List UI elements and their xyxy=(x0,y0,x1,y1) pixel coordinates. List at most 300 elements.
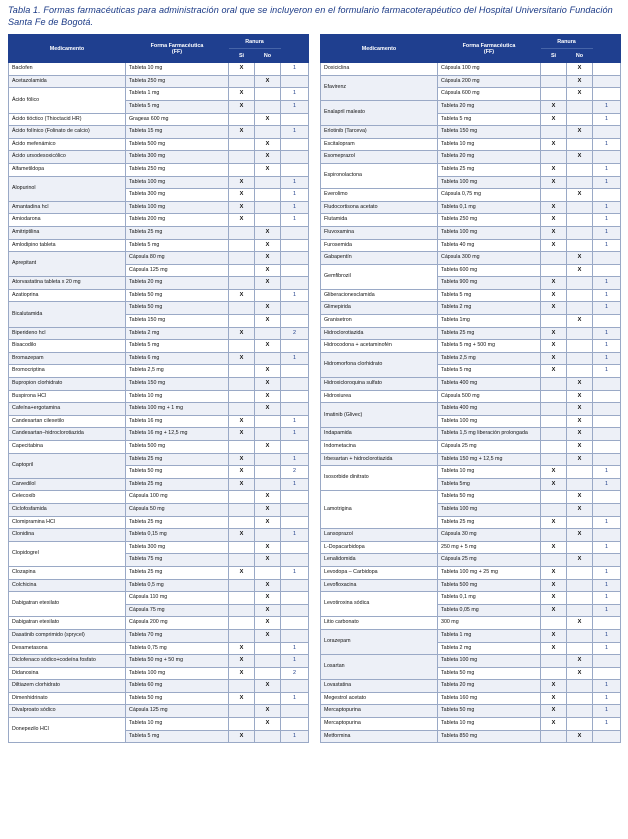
cell-ranura-si xyxy=(541,252,567,265)
cell-ranura-si xyxy=(229,163,255,176)
col-header-ranura: Ranura xyxy=(541,35,593,49)
cell-count: 1 xyxy=(593,340,621,353)
table-row xyxy=(9,529,309,542)
table-row xyxy=(321,151,621,164)
cell-ranura-si xyxy=(229,541,255,554)
cell-ranura-si: X xyxy=(541,592,567,605)
cell-forma-farmaceutica: Tableta 20 mg xyxy=(438,100,541,113)
cell-forma-farmaceutica: Tableta 25 mg xyxy=(438,163,541,176)
cell-medicamento: Bisacodilo xyxy=(9,340,126,353)
table-row xyxy=(9,680,309,693)
cell-count xyxy=(593,441,621,454)
cell-count xyxy=(281,403,309,416)
cell-ranura-si xyxy=(541,390,567,403)
cell-ranura-no: X xyxy=(567,529,593,542)
cell-ranura-no xyxy=(567,478,593,491)
cell-forma-farmaceutica: Cápsula 100 mg xyxy=(438,63,541,76)
cell-count: 1 xyxy=(281,201,309,214)
cell-medicamento: Capecitabina xyxy=(9,441,126,454)
table-row xyxy=(321,327,621,340)
cell-ranura-si xyxy=(229,441,255,454)
cell-count xyxy=(593,390,621,403)
cell-count: 1 xyxy=(593,214,621,227)
cell-medicamento: Fludocortisona acetato xyxy=(321,201,438,214)
cell-ranura-no xyxy=(255,453,281,466)
cell-ranura-si: X xyxy=(541,226,567,239)
cell-ranura-no xyxy=(567,604,593,617)
cell-ranura-no: X xyxy=(567,378,593,391)
cell-count xyxy=(593,63,621,76)
cell-count xyxy=(593,264,621,277)
cell-ranura-si: X xyxy=(541,138,567,151)
cell-ranura-si: X xyxy=(229,655,255,668)
table-row xyxy=(9,642,309,655)
cell-forma-farmaceutica: Tableta 0,1 mg xyxy=(438,201,541,214)
cell-forma-farmaceutica: Tableta 50 mg xyxy=(126,302,229,315)
cell-count: 1 xyxy=(593,277,621,290)
cell-count xyxy=(593,730,621,743)
cell-forma-farmaceutica: Tableta 50 mg xyxy=(438,705,541,718)
cell-ranura-si xyxy=(541,503,567,516)
table-row xyxy=(321,592,621,605)
cell-forma-farmaceutica: Tableta 10 mg xyxy=(438,138,541,151)
cell-forma-farmaceutica: Tableta 70 mg xyxy=(126,629,229,642)
cell-forma-farmaceutica: Tableta 300 mg xyxy=(126,541,229,554)
table-row xyxy=(321,718,621,731)
cell-forma-farmaceutica: Tableta 100 mg xyxy=(438,655,541,668)
cell-ranura-si: X xyxy=(541,352,567,365)
cell-count xyxy=(281,226,309,239)
cell-ranura-no: X xyxy=(567,264,593,277)
cell-ranura-no xyxy=(567,327,593,340)
cell-medicamento: Baclofen xyxy=(9,63,126,76)
cell-ranura-no xyxy=(255,428,281,441)
cell-ranura-no xyxy=(255,730,281,743)
cell-ranura-no: X xyxy=(567,730,593,743)
cell-ranura-no xyxy=(567,214,593,227)
cell-ranura-si: X xyxy=(541,365,567,378)
cell-ranura-no xyxy=(255,88,281,101)
cell-ranura-si: X xyxy=(229,63,255,76)
cell-count xyxy=(281,579,309,592)
table-row xyxy=(9,541,309,554)
cell-medicamento: Captopril xyxy=(9,453,126,478)
cell-ranura-no xyxy=(255,214,281,227)
cell-ranura-si: X xyxy=(229,352,255,365)
table-row xyxy=(9,655,309,668)
cell-forma-farmaceutica: Tableta 100 mg xyxy=(126,176,229,189)
cell-forma-farmaceutica: Tableta 5 mg + 500 mg xyxy=(438,340,541,353)
table-row xyxy=(321,629,621,642)
cell-medicamento: Megestrol acetato xyxy=(321,692,438,705)
cell-ranura-no xyxy=(567,692,593,705)
cell-forma-farmaceutica: Tableta 50 mg xyxy=(126,692,229,705)
cell-ranura-si: X xyxy=(541,692,567,705)
cell-ranura-no: X xyxy=(255,151,281,164)
cell-medicamento: Flutamida xyxy=(321,214,438,227)
cell-ranura-si xyxy=(229,604,255,617)
cell-count: 2 xyxy=(281,667,309,680)
cell-count xyxy=(593,428,621,441)
table-row xyxy=(9,252,309,265)
cell-medicamento: Espironolactona xyxy=(321,163,438,188)
cell-count xyxy=(281,592,309,605)
cell-count xyxy=(593,126,621,139)
cell-forma-farmaceutica: Tableta 5 mg xyxy=(126,340,229,353)
cell-forma-farmaceutica: Cápsula 30 mg xyxy=(438,529,541,542)
cell-ranura-si xyxy=(229,718,255,731)
cell-forma-farmaceutica: Tableta 0,5 mg xyxy=(126,579,229,592)
cell-medicamento: Diclofenaco sódico+codeína fosfato xyxy=(9,655,126,668)
cell-medicamento: Mercaptopurina xyxy=(321,705,438,718)
cell-ranura-no: X xyxy=(567,415,593,428)
table-row xyxy=(9,705,309,718)
cell-medicamento: Efavirenz xyxy=(321,75,438,100)
cell-ranura-no xyxy=(255,352,281,365)
cell-ranura-si: X xyxy=(229,667,255,680)
cell-count xyxy=(593,415,621,428)
table-row xyxy=(321,302,621,315)
cell-ranura-no: X xyxy=(255,163,281,176)
cell-ranura-si: X xyxy=(229,466,255,479)
cell-count xyxy=(593,554,621,567)
cell-forma-farmaceutica: Tableta 400 mg xyxy=(438,378,541,391)
table-row xyxy=(9,151,309,164)
table-row xyxy=(321,529,621,542)
forma-line2: (FF) xyxy=(483,48,495,55)
col-header-no: No xyxy=(567,49,593,63)
table-row xyxy=(321,655,621,668)
table-row xyxy=(9,277,309,290)
cell-medicamento: Hidroclorotiazida xyxy=(321,327,438,340)
cell-ranura-no: X xyxy=(255,390,281,403)
cell-ranura-no: X xyxy=(255,592,281,605)
cell-ranura-si xyxy=(229,302,255,315)
cell-ranura-no xyxy=(567,541,593,554)
cell-ranura-si: X xyxy=(541,478,567,491)
cell-ranura-si: X xyxy=(541,214,567,227)
cell-ranura-si: X xyxy=(541,201,567,214)
col-header-forma-farmaceutica xyxy=(126,35,229,63)
cell-ranura-si xyxy=(541,554,567,567)
cell-medicamento: Isosorbide dinitrato xyxy=(321,466,438,491)
cell-ranura-no: X xyxy=(255,264,281,277)
cell-ranura-no: X xyxy=(255,113,281,126)
table-row xyxy=(9,415,309,428)
cell-medicamento: Gliberacionesclamida xyxy=(321,289,438,302)
cell-ranura-si: X xyxy=(541,516,567,529)
cell-medicamento: Imatinib (Glivec) xyxy=(321,403,438,428)
cell-count xyxy=(281,378,309,391)
cell-count: 1 xyxy=(281,88,309,101)
table-row xyxy=(9,340,309,353)
table-row xyxy=(9,491,309,504)
cell-medicamento: Candesartan–hidroclorotiazida xyxy=(9,428,126,441)
table-row xyxy=(9,176,309,189)
cell-ranura-no: X xyxy=(255,365,281,378)
cell-ranura-si: X xyxy=(229,201,255,214)
table-row xyxy=(321,541,621,554)
cell-forma-farmaceutica: Cápsula 110 mg xyxy=(126,592,229,605)
cell-count xyxy=(281,390,309,403)
cell-ranura-no: X xyxy=(255,403,281,416)
cell-ranura-si xyxy=(229,629,255,642)
cell-forma-farmaceutica: Cápsula 80 mg xyxy=(126,252,229,265)
cell-medicamento: Furosemida xyxy=(321,239,438,252)
cell-forma-farmaceutica: Tableta 20 mg xyxy=(126,277,229,290)
cell-count: 1 xyxy=(593,100,621,113)
cell-ranura-no: X xyxy=(255,604,281,617)
cell-forma-farmaceutica: Tableta 500 mg xyxy=(126,138,229,151)
table-row xyxy=(321,491,621,504)
cell-forma-farmaceutica: Tableta 20 mg xyxy=(438,680,541,693)
cell-medicamento: Aprepitant xyxy=(9,252,126,277)
cell-ranura-si xyxy=(229,75,255,88)
cell-count: 1 xyxy=(593,138,621,151)
cell-forma-farmaceutica: Tableta 25 mg xyxy=(126,226,229,239)
cell-count: 1 xyxy=(281,566,309,579)
col-header-medicamento: Medicamento xyxy=(9,35,126,63)
cell-forma-farmaceutica: Tableta 25 mg xyxy=(126,566,229,579)
cell-ranura-no xyxy=(567,176,593,189)
cell-forma-farmaceutica: Cápsula 125 mg xyxy=(126,264,229,277)
cell-forma-farmaceutica: Tableta 150 mg xyxy=(126,378,229,391)
table-row xyxy=(321,163,621,176)
drug-table-right xyxy=(320,34,621,743)
cell-forma-farmaceutica: Tableta 50 mg + 50 mg xyxy=(126,655,229,668)
cell-forma-farmaceutica: Tableta 5 mg xyxy=(438,113,541,126)
cell-count: 1 xyxy=(593,629,621,642)
cell-count: 1 xyxy=(281,189,309,202)
right-table-wrapper xyxy=(320,34,620,743)
cell-forma-farmaceutica: Tableta 2 mg xyxy=(126,327,229,340)
cell-count: 1 xyxy=(281,655,309,668)
cell-forma-farmaceutica: Tableta 10 mg xyxy=(438,466,541,479)
cell-count: 1 xyxy=(281,352,309,365)
cell-count: 1 xyxy=(281,289,309,302)
cell-count xyxy=(281,554,309,567)
cell-forma-farmaceutica: Tableta 600 mg xyxy=(438,264,541,277)
forma-line1: Forma Farmacéutica xyxy=(150,42,204,49)
table-row xyxy=(9,327,309,340)
cell-ranura-no xyxy=(255,655,281,668)
col-header-ranura: Ranura xyxy=(229,35,281,49)
cell-ranura-si xyxy=(541,151,567,164)
cell-forma-farmaceutica: Tableta 1 mg xyxy=(126,88,229,101)
cell-forma-farmaceutica: Tableta 1,5 mg liberación prolongada xyxy=(438,428,541,441)
cell-forma-farmaceutica: Tableta 100 mg xyxy=(438,503,541,516)
cell-ranura-si xyxy=(541,189,567,202)
cell-medicamento: Dimenhidrinato xyxy=(9,692,126,705)
cell-count: 1 xyxy=(281,176,309,189)
table-row xyxy=(9,629,309,642)
cell-count: 1 xyxy=(281,730,309,743)
cell-ranura-si xyxy=(541,730,567,743)
cell-medicamento: Ácido fólico xyxy=(9,88,126,113)
cell-forma-farmaceutica: Tableta 25 mg xyxy=(126,478,229,491)
table-row xyxy=(321,252,621,265)
table-row xyxy=(321,239,621,252)
table-row xyxy=(321,453,621,466)
cell-count: 1 xyxy=(593,327,621,340)
cell-forma-farmaceutica: Tableta 300 mg xyxy=(126,189,229,202)
cell-ranura-no xyxy=(567,579,593,592)
cell-count: 1 xyxy=(281,692,309,705)
cell-ranura-no xyxy=(567,340,593,353)
cell-medicamento: Bicalutamida xyxy=(9,302,126,327)
cell-ranura-si: X xyxy=(541,100,567,113)
table-row xyxy=(321,340,621,353)
table-row xyxy=(9,718,309,731)
cell-ranura-si: X xyxy=(541,340,567,353)
cell-ranura-si xyxy=(229,705,255,718)
cell-forma-farmaceutica: Cápsula 125 mg xyxy=(126,705,229,718)
cell-forma-farmaceutica: Tableta 200 mg xyxy=(126,214,229,227)
cell-medicamento: Dabigatran etexilato xyxy=(9,617,126,630)
cell-medicamento: L-Dopacarbidopa xyxy=(321,541,438,554)
cell-forma-farmaceutica: Tableta 100 mg xyxy=(126,667,229,680)
cell-count xyxy=(281,239,309,252)
cell-ranura-no xyxy=(567,163,593,176)
table-row xyxy=(9,226,309,239)
cell-count xyxy=(281,541,309,554)
cell-forma-farmaceutica: Tableta 2 mg xyxy=(438,642,541,655)
table-row xyxy=(9,617,309,630)
cell-ranura-si: X xyxy=(229,642,255,655)
cell-medicamento: Alfametildopa xyxy=(9,163,126,176)
cell-forma-farmaceutica: Tableta 50 mg xyxy=(126,466,229,479)
cell-ranura-si: X xyxy=(541,579,567,592)
cell-count xyxy=(281,277,309,290)
table-row xyxy=(9,138,309,151)
cell-count xyxy=(281,264,309,277)
cell-ranura-si xyxy=(541,63,567,76)
cell-count xyxy=(593,667,621,680)
cell-count xyxy=(281,441,309,454)
cell-count: 1 xyxy=(281,214,309,227)
table-row xyxy=(321,138,621,151)
cell-medicamento: Bupropion clorhidrato xyxy=(9,378,126,391)
cell-medicamento: Ácido mefenámico xyxy=(9,138,126,151)
cell-medicamento: Ácido tióctico (Thioctacid HR) xyxy=(9,113,126,126)
cell-ranura-no xyxy=(567,705,593,718)
cell-forma-farmaceutica: Cápsula 300 mg xyxy=(438,252,541,265)
cell-ranura-no: X xyxy=(255,541,281,554)
cell-ranura-no xyxy=(567,201,593,214)
cell-medicamento: Buspirona HCl xyxy=(9,390,126,403)
cell-ranura-no xyxy=(567,365,593,378)
cell-forma-farmaceutica: Grageas 600 mg xyxy=(126,113,229,126)
cell-ranura-si xyxy=(229,113,255,126)
table-row xyxy=(9,403,309,416)
cell-count xyxy=(281,365,309,378)
cell-forma-farmaceutica: Tableta 5 mg xyxy=(126,239,229,252)
table-row xyxy=(9,390,309,403)
cell-ranura-no xyxy=(567,302,593,315)
cell-medicamento: Lovastatina xyxy=(321,680,438,693)
cell-count: 1 xyxy=(593,113,621,126)
cell-medicamento: Didanosina xyxy=(9,667,126,680)
cell-ranura-no xyxy=(255,289,281,302)
cell-forma-farmaceutica: Tableta 25 mg xyxy=(126,516,229,529)
cell-medicamento: Irbesartan + hidroclorotiazida xyxy=(321,453,438,466)
cell-ranura-si: X xyxy=(229,428,255,441)
cell-count: 1 xyxy=(281,529,309,542)
cell-count xyxy=(593,252,621,265)
cell-ranura-no xyxy=(255,692,281,705)
cell-ranura-no xyxy=(255,478,281,491)
cell-medicamento: Amantadina hcl xyxy=(9,201,126,214)
cell-count xyxy=(593,529,621,542)
cell-ranura-si xyxy=(541,378,567,391)
cell-medicamento: Glimepirida xyxy=(321,302,438,315)
cell-medicamento: Metformina xyxy=(321,730,438,743)
cell-count: 1 xyxy=(593,226,621,239)
table-row xyxy=(321,554,621,567)
cell-count: 2 xyxy=(281,466,309,479)
table-row xyxy=(321,264,621,277)
cell-ranura-si xyxy=(229,264,255,277)
cell-count xyxy=(281,138,309,151)
cell-ranura-si xyxy=(541,403,567,416)
table-row xyxy=(9,592,309,605)
cell-medicamento: Biperideno hcl xyxy=(9,327,126,340)
cell-medicamento: Fluvoxamina xyxy=(321,226,438,239)
cell-ranura-no xyxy=(255,327,281,340)
cell-count: 1 xyxy=(593,592,621,605)
cell-medicamento: Azatioprina xyxy=(9,289,126,302)
cell-count xyxy=(281,113,309,126)
cell-ranura-no xyxy=(567,592,593,605)
cell-ranura-no: X xyxy=(255,629,281,642)
cell-forma-farmaceutica: Tableta 0,75 mg xyxy=(126,642,229,655)
cell-forma-farmaceutica: Tableta 5 mg xyxy=(438,365,541,378)
cell-ranura-si xyxy=(229,378,255,391)
cell-count xyxy=(281,503,309,516)
cell-forma-farmaceutica: Tableta 50 mg xyxy=(438,667,541,680)
cell-ranura-no xyxy=(567,680,593,693)
cell-ranura-no xyxy=(255,176,281,189)
table-row xyxy=(9,378,309,391)
table-row xyxy=(321,201,621,214)
cell-forma-farmaceutica: Tableta 6 mg xyxy=(126,352,229,365)
table-row xyxy=(321,63,621,76)
cell-ranura-no xyxy=(567,629,593,642)
cell-medicamento: Ácido ursodesoxicólico xyxy=(9,151,126,164)
cell-ranura-no xyxy=(567,718,593,731)
cell-medicamento: Dabigatran etexilato xyxy=(9,592,126,617)
cell-ranura-no: X xyxy=(567,126,593,139)
cell-forma-farmaceutica: Tableta 25 mg xyxy=(438,516,541,529)
cell-medicamento: Indapamida xyxy=(321,428,438,441)
cell-ranura-si: X xyxy=(541,239,567,252)
cell-ranura-si: X xyxy=(229,566,255,579)
cell-ranura-si: X xyxy=(229,415,255,428)
cell-count xyxy=(281,75,309,88)
cell-forma-farmaceutica: Tableta 40 mg xyxy=(438,239,541,252)
cell-ranura-no xyxy=(255,189,281,202)
table-body-right xyxy=(321,63,621,743)
forma-line2: (FF) xyxy=(171,48,183,55)
cell-forma-farmaceutica: Tableta 10 mg xyxy=(438,718,541,731)
cell-medicamento: Cafeína+ergotamina xyxy=(9,403,126,416)
cell-medicamento: Donepezilo HCl xyxy=(9,718,126,743)
cell-ranura-si: X xyxy=(229,100,255,113)
cell-forma-farmaceutica: Tableta 100 mg xyxy=(438,226,541,239)
cell-forma-farmaceutica: Tableta 15 mg xyxy=(126,126,229,139)
cell-count xyxy=(281,617,309,630)
cell-ranura-no: X xyxy=(567,655,593,668)
